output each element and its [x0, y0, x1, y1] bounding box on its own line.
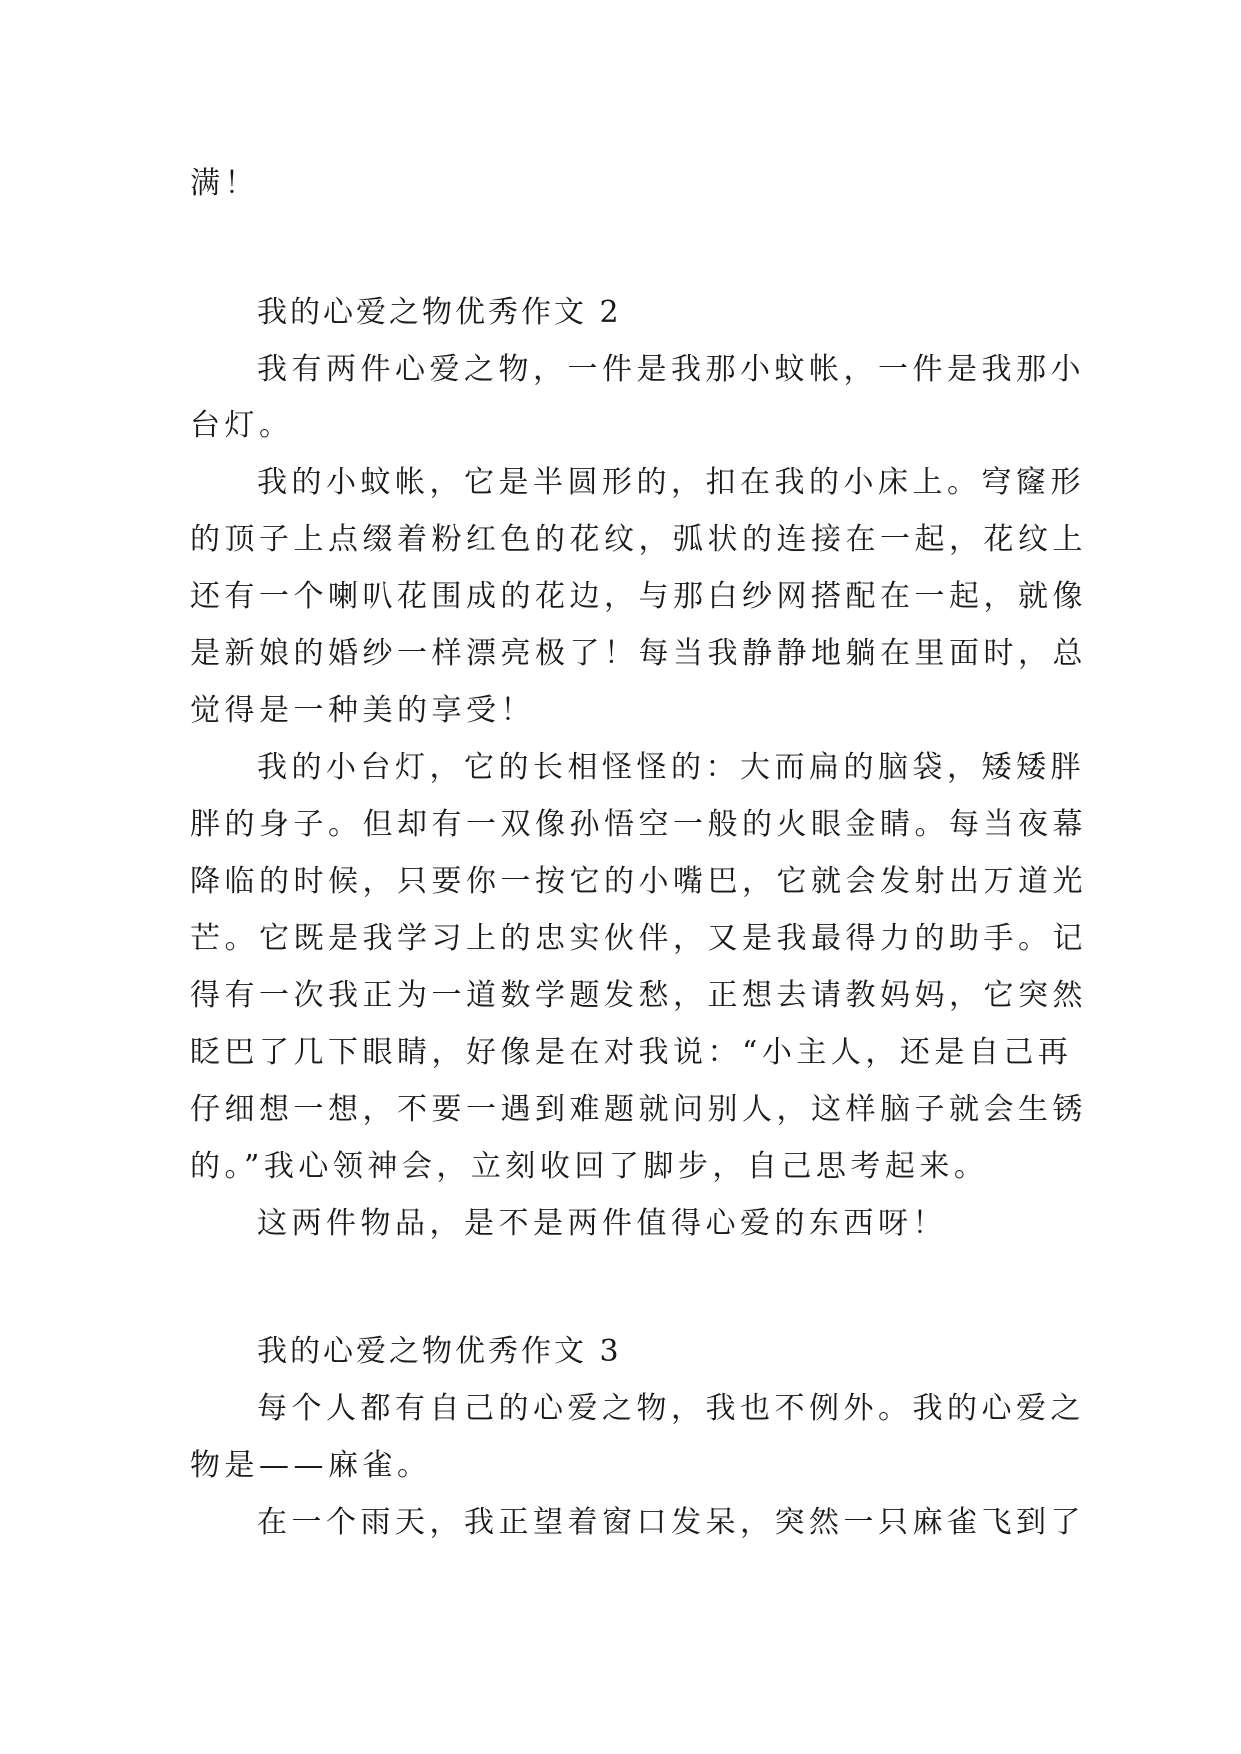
text-line: 仔细想一想，不要一遇到难题就问别人，这样脑子就会生锈 [190, 1092, 1087, 1127]
text-line: 芒。它既是我学习上的忠实伙伴，又是我最得力的助手。记 [190, 921, 1087, 956]
text-line: 还有一个喇叭花围成的花边，与那白纱网搭配在一起，就像 [190, 579, 1087, 614]
text-line: 每个人都有自己的心爱之物，我也不例外。我的心爱之 [257, 1391, 1085, 1426]
text-line: 眨巴了几下眼睛，好像是在对我说：“小主人，还是自己再 [190, 1035, 1073, 1070]
section-heading: 我的心爱之物优秀作文 2 [257, 295, 622, 330]
text-line: 得有一次我正为一道数学题发愁，正想去请教妈妈，它突然 [190, 978, 1087, 1013]
section-heading: 我的心爱之物优秀作文 3 [257, 1334, 622, 1369]
text-line: 我的小蚊帐，它是半圆形的，扣在我的小床上。穹窿形 [257, 465, 1085, 500]
text-line: 在一个雨天，我正望着窗口发呆，突然一只麻雀飞到了 [257, 1505, 1085, 1540]
text-line: 胖的身子。但却有一双像孙悟空一般的火眼金睛。每当夜幕 [190, 807, 1087, 842]
text-line: 物是——麻雀。 [190, 1448, 432, 1483]
text-line: 这两件物品，是不是两件值得心爱的东西呀！ [257, 1206, 947, 1241]
text-line: 我的小台灯，它的长相怪怪的：大而扁的脑袋，矮矮胖 [257, 750, 1085, 785]
text-line: 我有两件心爱之物，一件是我那小蚊帐，一件是我那小 [257, 352, 1085, 387]
text-line: 是新娘的婚纱一样漂亮极了！每当我静静地躺在里面时，总 [190, 636, 1087, 671]
text-line: 的。”我心领神会，立刻收回了脚步，自己思考起来。 [190, 1149, 989, 1184]
text-line: 的顶子上点缀着粉红色的花纹，弧状的连接在一起，花纹上 [190, 522, 1087, 557]
text-line: 觉得是一种美的享受！ [190, 693, 535, 728]
text-line: 满！ [190, 166, 259, 201]
text-line: 台灯。 [190, 408, 294, 443]
text-line: 降临的时候，只要你一按它的小嘴巴，它就会发射出万道光 [190, 864, 1087, 899]
